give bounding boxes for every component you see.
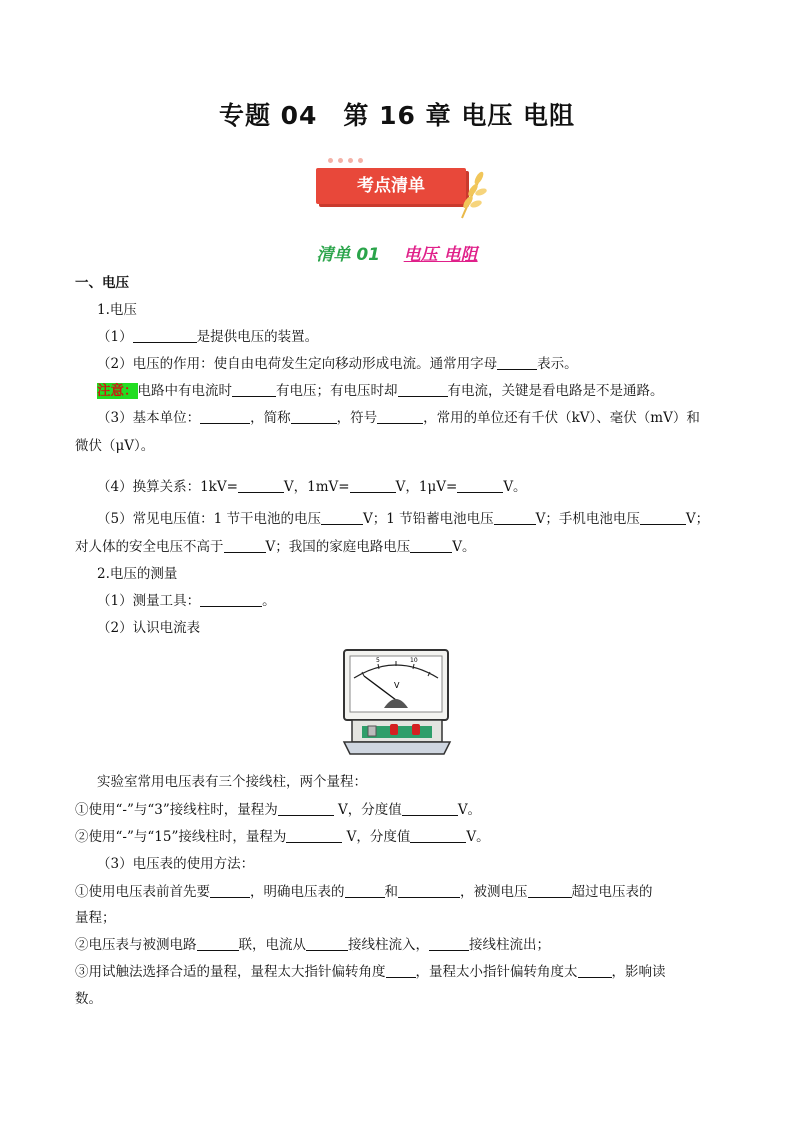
answer-blank[interactable]: [410, 538, 452, 553]
text-line: ②电压表与被测电路 联，电流从 接线柱流入， 接线柱流出；: [75, 937, 550, 953]
decor-dot: [358, 158, 363, 163]
list-title-topic: 电压 电阻: [403, 245, 478, 265]
text-line: （3）电压表的使用方法：: [97, 856, 255, 872]
answer-blank[interactable]: [528, 883, 572, 898]
answer-blank[interactable]: [306, 936, 348, 951]
answer-blank[interactable]: [345, 883, 385, 898]
text-line: 数。: [75, 991, 102, 1007]
decor-dot: [328, 158, 333, 163]
text-line: ①使用电压表前首先要 ，明确电压表的 和 ，被测电压 超过电压表的: [75, 884, 653, 900]
answer-blank[interactable]: [238, 478, 284, 493]
subsection-heading: 2.电压的测量: [97, 566, 178, 582]
answer-blank[interactable]: [398, 883, 460, 898]
answer-blank[interactable]: [224, 538, 266, 553]
text-line: ①使用“-”与“3”接线柱时，量程为 V，分度值 V。: [75, 802, 482, 818]
answer-blank[interactable]: [497, 355, 537, 370]
scale-label: 10: [410, 657, 418, 664]
answer-blank[interactable]: [200, 592, 262, 607]
answer-blank[interactable]: [398, 382, 448, 397]
answer-blank[interactable]: [232, 382, 276, 397]
answer-blank[interactable]: [377, 409, 423, 424]
list-title: [0, 240, 794, 265]
banner-label: 考点清单: [357, 176, 425, 196]
answer-blank[interactable]: [200, 409, 250, 424]
text-line: 注意：电路中有电流时 有电压；有电压时却 有电流，关键是看电路是不是通路。: [97, 383, 664, 399]
note-highlight: 注意：: [97, 383, 138, 399]
answer-blank[interactable]: [321, 510, 363, 525]
section-heading: 一、电压: [75, 275, 129, 291]
answer-blank[interactable]: [278, 801, 334, 816]
text-line: （4）换算关系：1kV= V，1mV= V，1μV= V。: [97, 479, 527, 495]
page-title: 专题 04 第 16 章 电压 电阻: [218, 101, 576, 130]
text-line: （1） 是提供电压的装置。: [97, 329, 319, 345]
text-line: （3）基本单位： ，简称 ，符号 ，常用的单位还有千伏（kV）、毫伏（mV）和: [97, 410, 700, 426]
banner: [312, 158, 488, 222]
answer-blank[interactable]: [386, 963, 416, 978]
scale-label: 5: [376, 657, 380, 664]
answer-blank[interactable]: [197, 936, 239, 951]
text-line: 微伏（μV）。: [75, 438, 155, 454]
unit-label: V: [394, 681, 400, 690]
text-line: （5）常见电压值：1 节干电池的电压 V；1 节铅蓄电池电压 V；手机电池电压 V；: [97, 511, 710, 527]
decor-dot: [338, 158, 343, 163]
decor-dot: [348, 158, 353, 163]
text-line: 量程；: [75, 910, 116, 926]
answer-blank[interactable]: [133, 328, 197, 343]
answer-blank[interactable]: [457, 478, 503, 493]
list-title-number: 清单 01: [316, 245, 380, 265]
wheat-leaf-icon: [454, 168, 488, 220]
answer-blank[interactable]: [640, 510, 686, 525]
answer-blank[interactable]: [350, 478, 396, 493]
answer-blank[interactable]: [578, 963, 612, 978]
text-line: （2）认识电流表: [97, 620, 201, 636]
answer-blank[interactable]: [402, 801, 458, 816]
text-line: ②使用“-”与“15”接线柱时，量程为 V，分度值 V。: [75, 829, 490, 845]
answer-blank[interactable]: [410, 828, 466, 843]
banner-box: [316, 168, 466, 204]
answer-blank[interactable]: [210, 883, 250, 898]
text-line: ③用试触法选择合适的量程，量程太大指针偏转角度 ，量程太小指针偏转角度太 ，影响读: [75, 964, 666, 980]
answer-blank[interactable]: [494, 510, 536, 525]
text-line: （2）电压的作用：使自由电荷发生定向移动形成电流。通常用字母 表示。: [97, 356, 578, 372]
text-line: 对人体的安全电压不高于 V；我国的家庭电路电压 V。: [75, 539, 476, 555]
answer-blank[interactable]: [286, 828, 342, 843]
voltmeter-image: [340, 648, 454, 758]
subsection-heading: 1.电压: [97, 302, 137, 318]
text-line: （1）测量工具： 。: [97, 593, 276, 609]
answer-blank[interactable]: [429, 936, 469, 951]
answer-blank[interactable]: [291, 409, 337, 424]
text-line: 实验室常用电压表有三个接线柱，两个量程：: [97, 774, 367, 790]
